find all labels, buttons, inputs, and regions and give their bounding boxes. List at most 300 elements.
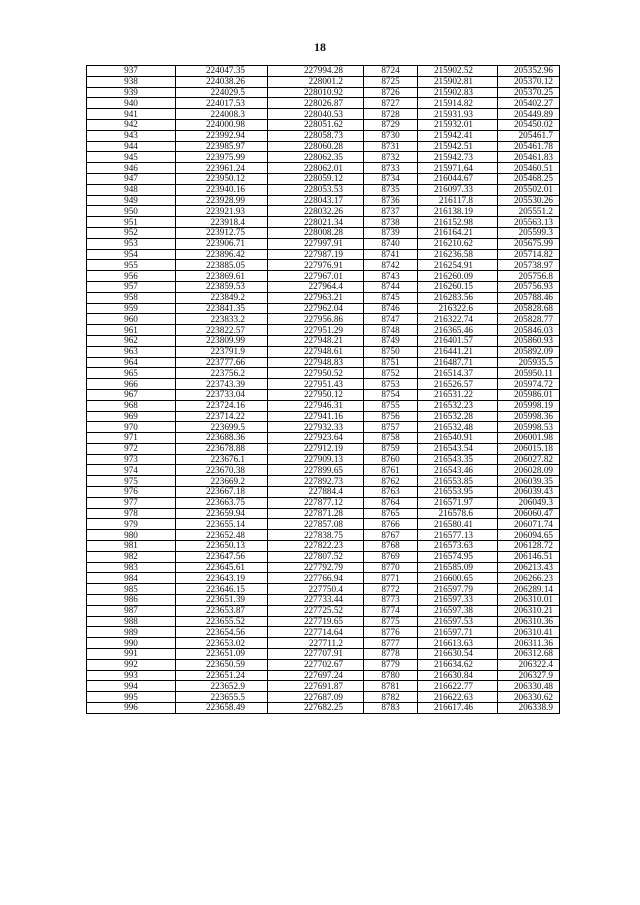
y-coordinate-b-cell: 205738.97 [498,260,560,271]
y-coordinate-a-cell: 227899.65 [268,465,364,476]
y-coordinate-a-cell: 228008.28 [268,227,364,238]
x-coordinate-a-cell: 223645.61 [176,562,268,573]
x-coordinate-b-cell: 216597.53 [418,616,498,627]
point-number-b-cell: 8730 [364,130,418,141]
y-coordinate-b-cell: 205675.99 [498,238,560,249]
table-row [87,292,560,303]
point-number-b-cell: 8761 [364,465,418,476]
point-number-a-cell: 985 [87,584,176,595]
x-coordinate-b-cell: 215942.51 [418,141,498,152]
x-coordinate-b-cell: 216152.98 [418,217,498,228]
table-row [87,227,560,238]
x-coordinate-b-cell: 216283.56 [418,292,498,303]
point-number-a-cell: 939 [87,87,176,98]
table-row [87,173,560,184]
y-coordinate-b-cell: 205935.5 [498,357,560,368]
point-number-a-cell: 958 [87,292,176,303]
y-coordinate-b-cell: 206312.68 [498,649,560,660]
x-coordinate-a-cell: 223921.93 [176,206,268,217]
x-coordinate-b-cell: 216577.13 [418,530,498,541]
y-coordinate-b-cell: 205974.72 [498,379,560,390]
point-number-a-cell: 942 [87,119,176,130]
point-number-b-cell: 8751 [364,357,418,368]
point-number-a-cell: 959 [87,303,176,314]
point-number-a-cell: 992 [87,659,176,670]
x-coordinate-a-cell: 223646.15 [176,584,268,595]
point-number-b-cell: 8778 [364,649,418,660]
y-coordinate-b-cell: 206330.62 [498,692,560,703]
x-coordinate-a-cell: 223822.57 [176,325,268,336]
point-number-a-cell: 949 [87,195,176,206]
x-coordinate-b-cell: 216573.63 [418,541,498,552]
point-number-a-cell: 945 [87,152,176,163]
point-number-b-cell: 8752 [364,368,418,379]
y-coordinate-a-cell: 227822.23 [268,541,364,552]
y-coordinate-a-cell: 228001.2 [268,76,364,87]
point-number-a-cell: 991 [87,649,176,660]
point-number-b-cell: 8731 [364,141,418,152]
x-coordinate-a-cell: 223928.99 [176,195,268,206]
point-number-a-cell: 944 [87,141,176,152]
y-coordinate-b-cell: 205352.96 [498,66,560,77]
point-number-b-cell: 8768 [364,541,418,552]
x-coordinate-a-cell: 223678.88 [176,443,268,454]
x-coordinate-b-cell: 216260.09 [418,271,498,282]
point-number-a-cell: 961 [87,325,176,336]
coordinates-table-body [87,66,560,714]
table-row [87,454,560,465]
y-coordinate-b-cell: 205950.11 [498,368,560,379]
y-coordinate-a-cell: 228062.35 [268,152,364,163]
table-row [87,357,560,368]
x-coordinate-a-cell: 223777.66 [176,357,268,368]
table-row [87,562,560,573]
y-coordinate-b-cell: 205461.78 [498,141,560,152]
x-coordinate-b-cell: 216236.58 [418,249,498,260]
table-row [87,325,560,336]
x-coordinate-b-cell: 216571.97 [418,497,498,508]
y-coordinate-b-cell: 205461.83 [498,152,560,163]
point-number-a-cell: 977 [87,497,176,508]
point-number-a-cell: 969 [87,411,176,422]
x-coordinate-b-cell: 215902.81 [418,76,498,87]
y-coordinate-b-cell: 205402.27 [498,98,560,109]
point-number-b-cell: 8771 [364,573,418,584]
x-coordinate-b-cell: 215931.93 [418,109,498,120]
table-row [87,487,560,498]
table-row [87,605,560,616]
point-number-a-cell: 941 [87,109,176,120]
table-row [87,130,560,141]
y-coordinate-a-cell: 227997.91 [268,238,364,249]
x-coordinate-b-cell: 216630.84 [418,670,498,681]
point-number-b-cell: 8762 [364,476,418,487]
y-coordinate-b-cell: 206028.09 [498,465,560,476]
x-coordinate-b-cell: 216532.23 [418,400,498,411]
y-coordinate-b-cell: 206049.3 [498,497,560,508]
table-row [87,152,560,163]
y-coordinate-b-cell: 205563.13 [498,217,560,228]
y-coordinate-a-cell: 228040.53 [268,109,364,120]
x-coordinate-a-cell: 223653.87 [176,605,268,616]
point-number-a-cell: 979 [87,519,176,530]
y-coordinate-b-cell: 206266.23 [498,573,560,584]
point-number-a-cell: 938 [87,76,176,87]
y-coordinate-b-cell: 205756.93 [498,281,560,292]
x-coordinate-a-cell: 223667.18 [176,487,268,498]
point-number-b-cell: 8763 [364,487,418,498]
x-coordinate-b-cell: 215971.64 [418,163,498,174]
y-coordinate-b-cell: 205892.09 [498,346,560,357]
table-row [87,692,560,703]
x-coordinate-a-cell: 223992.94 [176,130,268,141]
x-coordinate-b-cell: 216585.09 [418,562,498,573]
point-number-b-cell: 8746 [364,303,418,314]
x-coordinate-a-cell: 223647.56 [176,551,268,562]
table-row [87,411,560,422]
x-coordinate-b-cell: 216543.54 [418,443,498,454]
y-coordinate-a-cell: 227707.91 [268,649,364,660]
x-coordinate-a-cell: 223658.49 [176,703,268,714]
point-number-a-cell: 973 [87,454,176,465]
point-number-a-cell: 968 [87,400,176,411]
table-row [87,465,560,476]
y-coordinate-a-cell: 227950.12 [268,389,364,400]
x-coordinate-b-cell: 216531.22 [418,389,498,400]
x-coordinate-a-cell: 223699.5 [176,422,268,433]
table-row [87,249,560,260]
x-coordinate-a-cell: 223676.1 [176,454,268,465]
point-number-b-cell: 8738 [364,217,418,228]
point-number-a-cell: 988 [87,616,176,627]
y-coordinate-b-cell: 206094.65 [498,530,560,541]
x-coordinate-a-cell: 223669.2 [176,476,268,487]
y-coordinate-a-cell: 227964.4 [268,281,364,292]
y-coordinate-b-cell: 206146.51 [498,551,560,562]
table-row [87,314,560,325]
point-number-b-cell: 8734 [364,173,418,184]
x-coordinate-b-cell: 216532.28 [418,411,498,422]
y-coordinate-a-cell: 227987.19 [268,249,364,260]
x-coordinate-a-cell: 223961.24 [176,163,268,174]
table-row [87,195,560,206]
point-number-a-cell: 956 [87,271,176,282]
point-number-a-cell: 971 [87,433,176,444]
x-coordinate-a-cell: 223670.38 [176,465,268,476]
table-row [87,670,560,681]
point-number-b-cell: 8742 [364,260,418,271]
point-number-b-cell: 8741 [364,249,418,260]
point-number-a-cell: 970 [87,422,176,433]
y-coordinate-b-cell: 205998.36 [498,411,560,422]
table-row [87,281,560,292]
y-coordinate-a-cell: 228026.87 [268,98,364,109]
y-coordinate-b-cell: 205468.25 [498,173,560,184]
point-number-a-cell: 960 [87,314,176,325]
x-coordinate-b-cell: 216553.85 [418,476,498,487]
x-coordinate-a-cell: 223651.24 [176,670,268,681]
x-coordinate-b-cell: 216574.95 [418,551,498,562]
point-number-b-cell: 8755 [364,400,418,411]
point-number-a-cell: 995 [87,692,176,703]
x-coordinate-b-cell: 216630.54 [418,649,498,660]
x-coordinate-a-cell: 223655.14 [176,519,268,530]
point-number-a-cell: 989 [87,627,176,638]
point-number-a-cell: 962 [87,335,176,346]
table-row [87,573,560,584]
y-coordinate-b-cell: 206027.82 [498,454,560,465]
point-number-a-cell: 986 [87,595,176,606]
x-coordinate-b-cell: 216164.21 [418,227,498,238]
x-coordinate-a-cell: 223859.53 [176,281,268,292]
x-coordinate-a-cell: 223791.9 [176,346,268,357]
x-coordinate-a-cell: 224000.98 [176,119,268,130]
point-number-a-cell: 983 [87,562,176,573]
table-row [87,584,560,595]
x-coordinate-b-cell: 216365.46 [418,325,498,336]
x-coordinate-b-cell: 216578.6 [418,508,498,519]
point-number-b-cell: 8727 [364,98,418,109]
point-number-b-cell: 8782 [364,692,418,703]
x-coordinate-b-cell: 216597.79 [418,584,498,595]
point-number-a-cell: 990 [87,638,176,649]
point-number-b-cell: 8777 [364,638,418,649]
y-coordinate-b-cell: 206039.43 [498,487,560,498]
y-coordinate-b-cell: 205986.01 [498,389,560,400]
point-number-b-cell: 8744 [364,281,418,292]
x-coordinate-a-cell: 223841.35 [176,303,268,314]
point-number-b-cell: 8737 [364,206,418,217]
x-coordinate-a-cell: 223885.05 [176,260,268,271]
point-number-a-cell: 950 [87,206,176,217]
y-coordinate-a-cell: 228062.01 [268,163,364,174]
x-coordinate-a-cell: 223655.5 [176,692,268,703]
x-coordinate-a-cell: 223985.97 [176,141,268,152]
table-row [87,368,560,379]
point-number-b-cell: 8733 [364,163,418,174]
x-coordinate-b-cell: 216597.38 [418,605,498,616]
x-coordinate-b-cell: 216097.33 [418,184,498,195]
x-coordinate-a-cell: 223688.36 [176,433,268,444]
y-coordinate-a-cell: 227697.24 [268,670,364,681]
y-coordinate-b-cell: 206128.72 [498,541,560,552]
x-coordinate-b-cell: 215942.41 [418,130,498,141]
point-number-b-cell: 8756 [364,411,418,422]
point-number-b-cell: 8748 [364,325,418,336]
x-coordinate-b-cell: 215942.73 [418,152,498,163]
x-coordinate-b-cell: 216543.35 [418,454,498,465]
table-row [87,519,560,530]
point-number-a-cell: 972 [87,443,176,454]
y-coordinate-b-cell: 205788.46 [498,292,560,303]
x-coordinate-b-cell: 216322.74 [418,314,498,325]
y-coordinate-b-cell: 205998.53 [498,422,560,433]
x-coordinate-a-cell: 223809.99 [176,335,268,346]
x-coordinate-b-cell: 216580.41 [418,519,498,530]
table-row [87,681,560,692]
x-coordinate-b-cell: 216260.15 [418,281,498,292]
y-coordinate-b-cell: 206001.98 [498,433,560,444]
table-row [87,76,560,87]
y-coordinate-a-cell: 227994.28 [268,66,364,77]
point-number-a-cell: 952 [87,227,176,238]
y-coordinate-a-cell: 227941.16 [268,411,364,422]
y-coordinate-b-cell: 206289.14 [498,584,560,595]
x-coordinate-b-cell: 216634.62 [418,659,498,670]
x-coordinate-b-cell: 216597.33 [418,595,498,606]
y-coordinate-a-cell: 228059.12 [268,173,364,184]
y-coordinate-a-cell: 227923.64 [268,433,364,444]
y-coordinate-a-cell: 228051.62 [268,119,364,130]
table-row [87,595,560,606]
table-row [87,260,560,271]
x-coordinate-b-cell: 216441.21 [418,346,498,357]
y-coordinate-a-cell: 228021.34 [268,217,364,228]
x-coordinate-a-cell: 223655.52 [176,616,268,627]
point-number-a-cell: 943 [87,130,176,141]
y-coordinate-b-cell: 205756.8 [498,271,560,282]
point-number-a-cell: 954 [87,249,176,260]
table-row [87,303,560,314]
table-row [87,163,560,174]
point-number-b-cell: 8743 [364,271,418,282]
y-coordinate-b-cell: 205551.2 [498,206,560,217]
y-coordinate-a-cell: 227719.65 [268,616,364,627]
y-coordinate-a-cell: 227912.19 [268,443,364,454]
point-number-b-cell: 8740 [364,238,418,249]
y-coordinate-a-cell: 227687.09 [268,692,364,703]
point-number-a-cell: 965 [87,368,176,379]
y-coordinate-a-cell: 228043.17 [268,195,364,206]
y-coordinate-a-cell: 227682.25 [268,703,364,714]
y-coordinate-a-cell: 227956.86 [268,314,364,325]
x-coordinate-b-cell: 216044.67 [418,173,498,184]
coordinates-table [86,65,560,714]
x-coordinate-a-cell: 223975.99 [176,152,268,163]
y-coordinate-b-cell: 206327.9 [498,670,560,681]
x-coordinate-a-cell: 223724.16 [176,400,268,411]
y-coordinate-a-cell: 227948.61 [268,346,364,357]
point-number-a-cell: 947 [87,173,176,184]
y-coordinate-a-cell: 227691.87 [268,681,364,692]
x-coordinate-b-cell: 216117.8 [418,195,498,206]
table-row [87,184,560,195]
y-coordinate-b-cell: 206071.74 [498,519,560,530]
point-number-b-cell: 8765 [364,508,418,519]
point-number-b-cell: 8725 [364,76,418,87]
x-coordinate-a-cell: 223714.22 [176,411,268,422]
table-row [87,476,560,487]
x-coordinate-a-cell: 224008.3 [176,109,268,120]
point-number-a-cell: 955 [87,260,176,271]
point-number-b-cell: 8764 [364,497,418,508]
y-coordinate-a-cell: 227714.64 [268,627,364,638]
point-number-b-cell: 8769 [364,551,418,562]
x-coordinate-a-cell: 223743.39 [176,379,268,390]
y-coordinate-b-cell: 205599.3 [498,227,560,238]
x-coordinate-b-cell: 215932.01 [418,119,498,130]
x-coordinate-a-cell: 223833.2 [176,314,268,325]
y-coordinate-a-cell: 228060.28 [268,141,364,152]
y-coordinate-b-cell: 206311.36 [498,638,560,649]
table-row [87,530,560,541]
x-coordinate-b-cell: 216540.91 [418,433,498,444]
y-coordinate-b-cell: 206330.48 [498,681,560,692]
y-coordinate-a-cell: 228032.26 [268,206,364,217]
point-number-a-cell: 993 [87,670,176,681]
y-coordinate-b-cell: 206213.43 [498,562,560,573]
y-coordinate-a-cell: 227857.08 [268,519,364,530]
table-row [87,119,560,130]
y-coordinate-a-cell: 227951.29 [268,325,364,336]
x-coordinate-b-cell: 216254.91 [418,260,498,271]
y-coordinate-a-cell: 228010.92 [268,87,364,98]
table-row [87,335,560,346]
y-coordinate-a-cell: 227909.13 [268,454,364,465]
x-coordinate-b-cell: 216401.57 [418,335,498,346]
table-row [87,433,560,444]
x-coordinate-a-cell: 223654.56 [176,627,268,638]
y-coordinate-a-cell: 227948.83 [268,357,364,368]
point-number-a-cell: 978 [87,508,176,519]
point-number-b-cell: 8749 [364,335,418,346]
point-number-a-cell: 948 [87,184,176,195]
x-coordinate-a-cell: 223663.75 [176,497,268,508]
y-coordinate-a-cell: 227711.2 [268,638,364,649]
table-row [87,98,560,109]
table-row [87,141,560,152]
y-coordinate-a-cell: 227946.31 [268,400,364,411]
x-coordinate-b-cell: 216543.46 [418,465,498,476]
y-coordinate-a-cell: 227725.52 [268,605,364,616]
x-coordinate-b-cell: 216600.65 [418,573,498,584]
x-coordinate-a-cell: 223643.19 [176,573,268,584]
x-coordinate-a-cell: 223756.2 [176,368,268,379]
y-coordinate-b-cell: 205846.03 [498,325,560,336]
point-number-a-cell: 980 [87,530,176,541]
y-coordinate-b-cell: 205828.68 [498,303,560,314]
point-number-a-cell: 976 [87,487,176,498]
point-number-a-cell: 974 [87,465,176,476]
point-number-b-cell: 8739 [364,227,418,238]
y-coordinate-b-cell: 205370.12 [498,76,560,87]
y-coordinate-a-cell: 227733.44 [268,595,364,606]
x-coordinate-a-cell: 223650.59 [176,659,268,670]
y-coordinate-a-cell: 227871.28 [268,508,364,519]
y-coordinate-b-cell: 205828.77 [498,314,560,325]
x-coordinate-a-cell: 223650.13 [176,541,268,552]
point-number-b-cell: 8775 [364,616,418,627]
point-number-a-cell: 963 [87,346,176,357]
table-row [87,379,560,390]
table-row [87,659,560,670]
table-row [87,551,560,562]
table-row [87,497,560,508]
y-coordinate-a-cell: 227702.67 [268,659,364,670]
x-coordinate-a-cell: 223918.4 [176,217,268,228]
y-coordinate-a-cell: 228058.73 [268,130,364,141]
table-row [87,66,560,77]
table-row [87,271,560,282]
point-number-a-cell: 946 [87,163,176,174]
x-coordinate-b-cell: 216138.19 [418,206,498,217]
x-coordinate-a-cell: 223869.61 [176,271,268,282]
y-coordinate-a-cell: 227750.4 [268,584,364,595]
x-coordinate-a-cell: 224038.26 [176,76,268,87]
point-number-a-cell: 964 [87,357,176,368]
point-number-b-cell: 8747 [364,314,418,325]
y-coordinate-b-cell: 205450.02 [498,119,560,130]
